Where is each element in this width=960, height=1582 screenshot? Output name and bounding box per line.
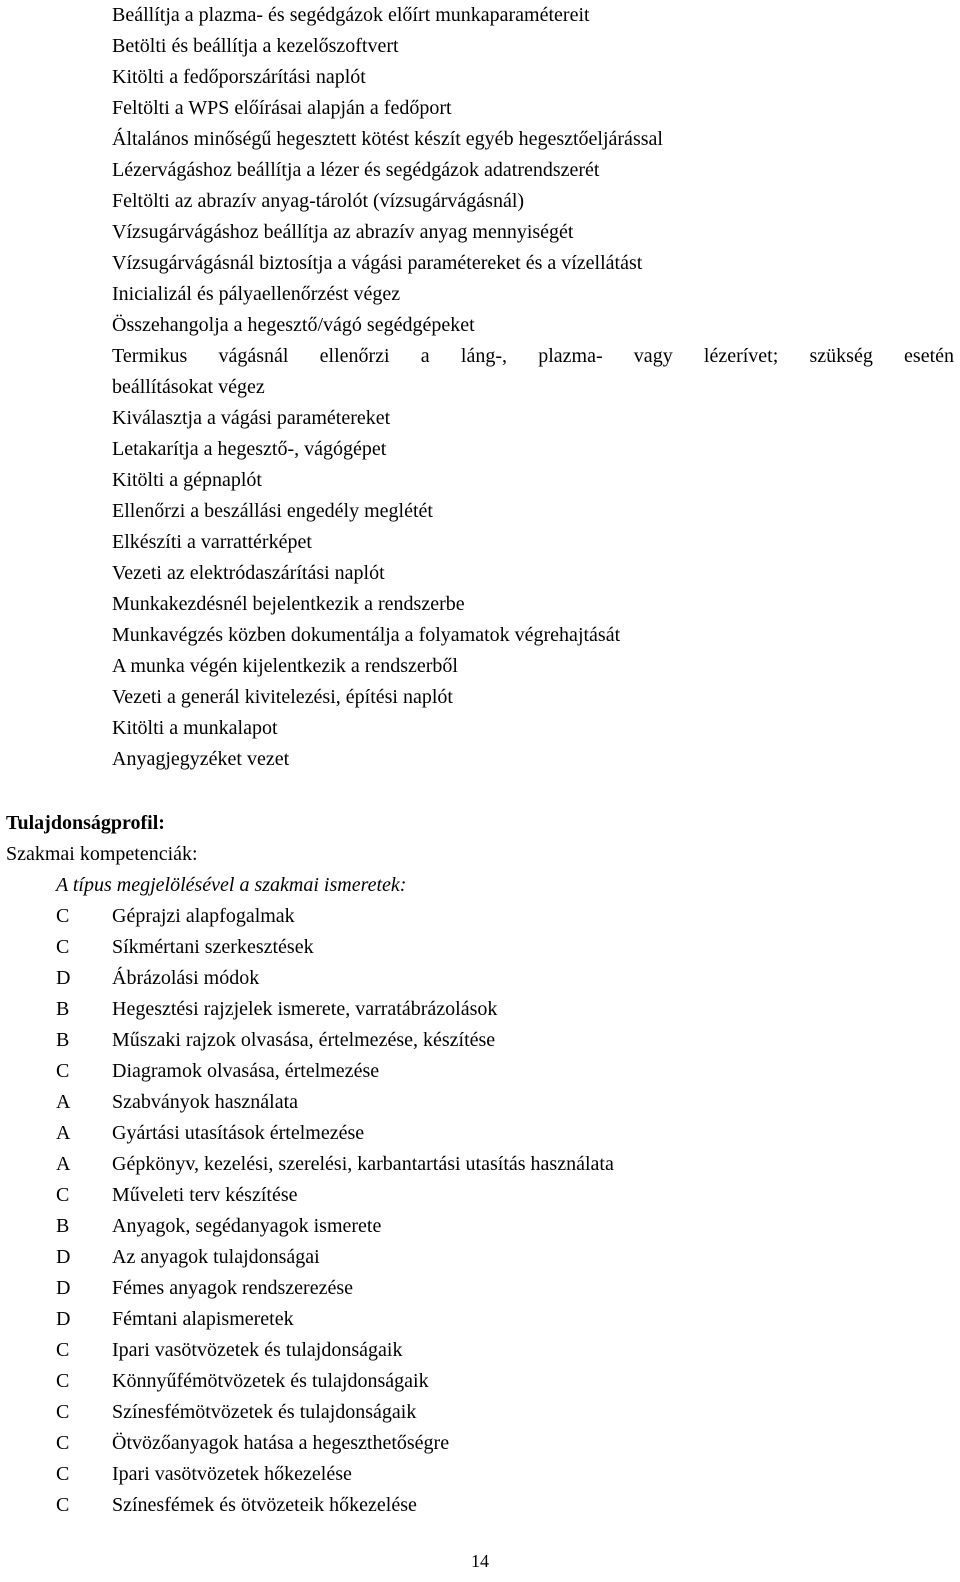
- competency-type: D: [56, 1308, 71, 1330]
- competency-type: C: [56, 936, 70, 958]
- competency-type: B: [56, 1215, 70, 1237]
- competency-type: C: [56, 1184, 70, 1206]
- competency-row: [56, 1025, 614, 1056]
- competency-type: D: [56, 1246, 71, 1268]
- task-item: Betölti és beállítja a kezelőszoftvert: [112, 35, 399, 57]
- competency-row: [56, 1459, 614, 1490]
- task-item: Általános minőségű hegesztett kötést készít egyéb hegesztőeljárással: [112, 128, 663, 150]
- competency-row: [56, 1149, 614, 1180]
- task-item: Feltölti az abrazív anyag-tárolót (vízsugárvágásnál): [112, 190, 525, 212]
- competency-text: Anyagok, segédanyagok ismerete: [112, 1215, 382, 1237]
- competency-type: C: [56, 905, 70, 927]
- competency-type: A: [56, 1153, 71, 1175]
- competency-row: [56, 1056, 614, 1087]
- task-item: A munka végén kijelentkezik a rendszerből: [112, 655, 458, 677]
- competency-type: C: [56, 1370, 70, 1392]
- competency-type: A: [56, 1091, 71, 1113]
- type-heading: A típus megjelölésével a szakmai ismeretek:: [56, 874, 407, 896]
- competency-text: Gyártási utasítások értelmezése: [112, 1122, 365, 1144]
- competency-list: [56, 901, 614, 1521]
- profile-subheading: Szakmai kompetenciák:: [6, 843, 198, 865]
- competency-text: Ábrázolási módok: [112, 967, 260, 989]
- task-item: Vezeti az elektródaszárítási naplót: [112, 562, 385, 584]
- task-item: Termikus vágásnál ellenőrzi a láng-, plazma- vagy lézerívet; szükség esetén: [112, 345, 954, 367]
- competency-row: [56, 1242, 614, 1273]
- task-item: Elkészíti a varrattérképet: [112, 531, 312, 553]
- task-item: Vízsugárvágásnál biztosítja a vágási paramétereket és a vízellátást: [112, 252, 643, 274]
- competency-row: [56, 1180, 614, 1211]
- competency-row: [56, 1490, 614, 1521]
- competency-row: [56, 1118, 614, 1149]
- competency-text: Fémes anyagok rendszerezése: [112, 1277, 353, 1299]
- competency-type: C: [56, 1060, 70, 1082]
- competency-type: C: [56, 1494, 70, 1516]
- competency-row: [56, 994, 614, 1025]
- competency-text: Színesfémek és ötvözeteik hőkezelése: [112, 1494, 417, 1516]
- competency-text: Géprajzi alapfogalmak: [112, 905, 295, 927]
- competency-text: Gépkönyv, kezelési, szerelési, karbantartási utasítás használata: [112, 1153, 614, 1175]
- competency-text: Könnyűfémötvözetek és tulajdonságaik: [112, 1370, 429, 1392]
- task-item: Vízsugárvágáshoz beállítja az abrazív anyag mennyiségét: [112, 221, 574, 243]
- task-item: Anyagjegyzéket vezet: [112, 748, 290, 770]
- competency-text: Fémtani alapismeretek: [112, 1308, 294, 1330]
- competency-row: [56, 1428, 614, 1459]
- task-item: Beállítja a plazma- és segédgázok előírt munkaparamétereit: [112, 4, 590, 26]
- competency-type: C: [56, 1432, 70, 1454]
- competency-row: [56, 932, 614, 963]
- competency-type: D: [56, 967, 71, 989]
- task-item: Munkakezdésnél bejelentkezik a rendszerbe: [112, 593, 465, 615]
- competency-type: C: [56, 1463, 70, 1485]
- competency-row: [56, 1087, 614, 1118]
- competency-text: Diagramok olvasása, értelmezése: [112, 1060, 380, 1082]
- page-number: 14: [471, 1551, 489, 1571]
- competency-text: Ipari vasötvözetek hőkezelése: [112, 1463, 352, 1485]
- task-item: Ellenőrzi a beszállási engedély meglétét: [112, 500, 433, 522]
- competency-text: Ötvözőanyagok hatása a hegeszthetőségre: [112, 1432, 450, 1454]
- task-item: Vezeti a generál kivitelezési, építési naplót: [112, 686, 453, 708]
- competency-text: Síkmértani szerkesztések: [112, 936, 314, 958]
- competency-row: [56, 1397, 614, 1428]
- competency-type: B: [56, 998, 70, 1020]
- competency-text: Hegesztési rajzjelek ismerete, varratábrázolások: [112, 998, 498, 1020]
- task-item: Feltölti a WPS előírásai alapján a fedőport: [112, 97, 452, 119]
- task-item: Kiválasztja a vágási paramétereket: [112, 407, 391, 429]
- competency-type: B: [56, 1029, 70, 1051]
- competency-text: Műszaki rajzok olvasása, értelmezése, készítése: [112, 1029, 496, 1051]
- competency-row: [56, 901, 614, 932]
- task-item: Munkavégzés közben dokumentálja a folyamatok végrehajtását: [112, 624, 621, 646]
- competency-row: [56, 963, 614, 994]
- task-item: Inicializál és pályaellenőrzést végez: [112, 283, 401, 305]
- task-item: Kitölti a munkalapot: [112, 717, 278, 739]
- competency-text: Szabványok használata: [112, 1091, 299, 1113]
- task-item: Kitölti a fedőporszárítási naplót: [112, 66, 366, 88]
- task-item: Kitölti a gépnaplót: [112, 469, 262, 491]
- task-item-continuation: beállításokat végez: [112, 376, 265, 398]
- competency-text: Műveleti terv készítése: [112, 1184, 298, 1206]
- competency-type: C: [56, 1401, 70, 1423]
- competency-text: Ipari vasötvözetek és tulajdonságaik: [112, 1339, 403, 1361]
- competency-row: [56, 1211, 614, 1242]
- competency-text: Színesfémötvözetek és tulajdonságaik: [112, 1401, 417, 1423]
- competency-row: [56, 1304, 614, 1335]
- task-item: Letakarítja a hegesztő-, vágógépet: [112, 438, 387, 460]
- task-list: [112, 0, 954, 775]
- competency-type: C: [56, 1339, 70, 1361]
- competency-row: [56, 1335, 614, 1366]
- competency-text: Az anyagok tulajdonságai: [112, 1246, 320, 1268]
- competency-row: [56, 1366, 614, 1397]
- competency-type: D: [56, 1277, 71, 1299]
- task-item: Összehangolja a hegesztő/vágó segédgépeket: [112, 314, 475, 336]
- task-item: Lézervágáshoz beállítja a lézer és segédgázok adatrendszerét: [112, 159, 600, 181]
- profile-heading: Tulajdonságprofil:: [6, 812, 165, 834]
- competency-type: A: [56, 1122, 71, 1144]
- competency-row: [56, 1273, 614, 1304]
